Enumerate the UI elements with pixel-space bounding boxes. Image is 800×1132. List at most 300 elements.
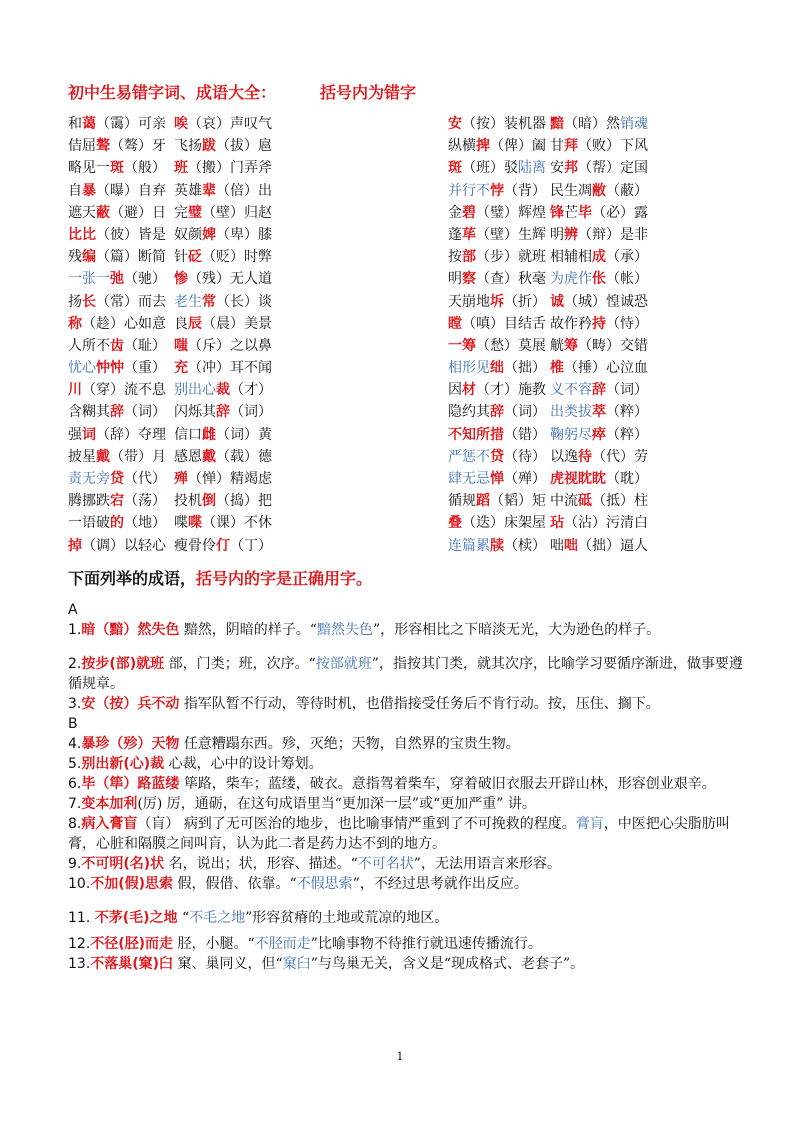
idiom-entry bbox=[68, 934, 748, 954]
word-text: 天崩地 bbox=[448, 293, 490, 310]
word-entry-first bbox=[448, 335, 546, 357]
idiom-part: 连篇累 bbox=[448, 537, 490, 554]
entry-head: 暴珍（殄）天物 bbox=[81, 736, 180, 752]
correct-char: 殚 bbox=[174, 471, 188, 487]
word-entry-first bbox=[448, 246, 546, 268]
word-row bbox=[68, 424, 272, 446]
word-text: 安 bbox=[550, 160, 564, 177]
word-text: （拙） bbox=[504, 360, 546, 377]
entry-head-tail: （肓） bbox=[137, 816, 180, 832]
word-text: （帮）定国 bbox=[578, 160, 648, 177]
word-text: （必）露 bbox=[592, 204, 648, 221]
letter-heading-b: B bbox=[68, 716, 78, 732]
title-sub: 括号内为错字 bbox=[320, 83, 417, 102]
correct-char: 戴 bbox=[96, 448, 110, 465]
word-text: （惮）精竭虑 bbox=[188, 471, 272, 487]
entry-head: 不可明(名)状 bbox=[81, 856, 165, 872]
entry-head: 毕（筚）路蓝缕 bbox=[81, 776, 180, 792]
idiom-entry bbox=[68, 814, 748, 854]
entry-head: 暗（黯）然失色 bbox=[81, 622, 180, 638]
word-text: 奴颜 bbox=[174, 226, 202, 243]
word-text: （步）就班 bbox=[476, 249, 546, 266]
word-row bbox=[68, 135, 272, 157]
page-title bbox=[68, 80, 416, 103]
correct-char: 悖 bbox=[490, 182, 504, 199]
word-entry-first bbox=[68, 180, 166, 202]
word-list-right bbox=[448, 113, 648, 557]
word-text: 故作矜 bbox=[550, 315, 592, 332]
correct-char: 仃 bbox=[216, 537, 230, 554]
word-text: 按 bbox=[448, 249, 462, 266]
word-text: （骜）牙 bbox=[110, 138, 166, 155]
word-entry-second bbox=[174, 224, 272, 246]
idiom-entry bbox=[68, 794, 748, 814]
correct-char: 暴 bbox=[82, 182, 96, 199]
correct-char: 璧 bbox=[188, 204, 202, 221]
correct-char: 瘁 bbox=[592, 426, 606, 443]
entry-text: 任意糟蹋东西。殄，灭绝；天物，自然界的宝贵生物。 bbox=[183, 736, 520, 752]
word-entry-second bbox=[174, 313, 272, 335]
idiom-part: 出类拔 bbox=[550, 404, 592, 421]
word-text: 自 bbox=[68, 182, 82, 199]
correct-char: 敝 bbox=[592, 182, 606, 199]
correct-char: 川 bbox=[68, 382, 82, 399]
correct-char: 绌 bbox=[490, 360, 504, 377]
word-text: 因 bbox=[448, 382, 462, 399]
correct-char: 砥 bbox=[578, 493, 592, 510]
word-text: 觥 bbox=[550, 337, 564, 354]
idiom-part: 鞠躬尽 bbox=[550, 426, 592, 443]
word-entry-first bbox=[68, 446, 166, 468]
word-row bbox=[68, 202, 272, 224]
word-text: （搬）门弄斧 bbox=[188, 160, 272, 177]
word-row bbox=[448, 512, 648, 534]
word-text: （璧）辉煌 bbox=[476, 204, 546, 221]
correct-char: 捭 bbox=[476, 138, 490, 155]
word-entry-first bbox=[448, 268, 546, 290]
word-entry-second bbox=[550, 291, 648, 313]
idiom-entry bbox=[68, 854, 748, 874]
word-text: 信口 bbox=[174, 426, 202, 443]
word-entry-first bbox=[448, 157, 546, 179]
word-text: （霭）可亲 bbox=[96, 116, 166, 132]
word-text: 含糊其 bbox=[68, 404, 110, 421]
correct-char: 辞 bbox=[216, 404, 230, 421]
word-row bbox=[448, 357, 648, 379]
correct-char: 忡忡 bbox=[96, 360, 124, 377]
word-entry-first bbox=[68, 357, 166, 379]
word-entry-second bbox=[550, 224, 648, 246]
word-row bbox=[68, 468, 272, 490]
correct-char: 辨 bbox=[564, 226, 578, 243]
word-entry-first bbox=[448, 135, 546, 157]
correct-char: 坼 bbox=[490, 293, 504, 310]
word-text: （地） bbox=[124, 515, 166, 532]
word-text: 甘 bbox=[550, 138, 564, 155]
word-text: 披星 bbox=[68, 448, 96, 465]
correct-char: 戴 bbox=[202, 448, 216, 465]
word-entry-second bbox=[174, 357, 272, 379]
correct-char: 倒 bbox=[202, 493, 216, 510]
idiom-entry bbox=[68, 734, 748, 754]
word-entry-second bbox=[174, 135, 272, 157]
word-text: 略见一 bbox=[68, 160, 110, 177]
word-row bbox=[448, 246, 648, 268]
entry-number: 12. bbox=[68, 936, 91, 952]
word-entry-second bbox=[550, 180, 648, 202]
word-text: 蓬 bbox=[448, 226, 462, 243]
correct-char: 安 bbox=[448, 116, 462, 132]
word-entry-first bbox=[448, 224, 546, 246]
word-text: （晨）美景 bbox=[202, 315, 272, 332]
correct-char: 材 bbox=[462, 382, 476, 399]
correct-char: 蔽 bbox=[96, 204, 110, 221]
idiom-entry bbox=[68, 774, 748, 794]
correct-char: 蔼 bbox=[82, 116, 96, 132]
correct-char: 成 bbox=[592, 249, 606, 266]
word-text: （恃） bbox=[606, 315, 648, 332]
word-entry-second bbox=[174, 424, 272, 446]
quoted-idiom: 不可名状 bbox=[357, 856, 414, 872]
word-text: （粹） bbox=[606, 404, 648, 421]
entry-text: 窠、巢同义，但“ bbox=[177, 956, 283, 972]
word-text: （蔽） bbox=[606, 182, 648, 199]
entry-number: 7. bbox=[68, 796, 82, 812]
correct-char: 词 bbox=[82, 426, 96, 443]
word-entry-second bbox=[174, 268, 272, 290]
entry-head: 不落巢(窠)臼 bbox=[90, 956, 174, 972]
correct-char: 聱 bbox=[96, 138, 110, 155]
word-entry-first bbox=[448, 180, 546, 202]
word-entry-first bbox=[68, 202, 166, 224]
word-entry-second bbox=[174, 401, 272, 423]
quoted-idiom: 按部就班 bbox=[315, 656, 372, 672]
entry-text: ”，形容相比之下暗淡无光，大为逊色的样子。 bbox=[372, 622, 661, 638]
word-row bbox=[448, 490, 648, 512]
entry-head: 变本加利 bbox=[81, 796, 138, 812]
section-title bbox=[68, 566, 372, 589]
word-entry-second bbox=[550, 446, 648, 468]
quoted-idiom: 膏肓 bbox=[575, 816, 604, 832]
correct-char: 拜 bbox=[564, 138, 578, 155]
correct-char: 喋 bbox=[188, 515, 202, 532]
word-entry-first bbox=[68, 512, 166, 534]
correct-char: 邦 bbox=[564, 160, 578, 177]
correct-char: 蹈 bbox=[476, 493, 490, 510]
word-entry-second bbox=[550, 335, 648, 357]
word-text: （残）无人道 bbox=[188, 271, 272, 288]
word-text: 一语破 bbox=[68, 515, 110, 532]
entry-head: 病入膏盲 bbox=[81, 816, 138, 832]
entry-head: 不加(假)思索 bbox=[90, 876, 174, 892]
word-text: （穿）流不息 bbox=[82, 382, 166, 399]
word-row bbox=[68, 268, 272, 290]
entry-number: 10. bbox=[68, 876, 91, 892]
word-text: （词） bbox=[606, 382, 648, 399]
word-entry-first bbox=[448, 512, 546, 534]
word-entry-second bbox=[174, 535, 272, 557]
entry-number: 2. bbox=[68, 656, 82, 672]
word-entry-first bbox=[448, 202, 546, 224]
word-text: 强 bbox=[68, 426, 82, 443]
word-text: （冲）耳不闻 bbox=[188, 360, 272, 377]
correct-char: 贷 bbox=[110, 471, 124, 487]
word-row bbox=[68, 535, 272, 557]
word-text: （曝）自弃 bbox=[96, 182, 166, 199]
word-text: （斥）之以鼻 bbox=[188, 337, 272, 354]
word-entry-first bbox=[448, 291, 546, 313]
word-text: （哀）声叹气 bbox=[188, 116, 272, 132]
word-text: （迭）床架屋 bbox=[462, 515, 546, 532]
word-entry-second bbox=[550, 268, 648, 290]
entry-number: 5. bbox=[68, 756, 82, 772]
correct-char: 常 bbox=[202, 293, 216, 310]
word-text: （按）装机器 bbox=[462, 116, 546, 132]
word-text: 金 bbox=[448, 204, 462, 221]
word-text: 中流 bbox=[550, 493, 578, 510]
correct-char: 编 bbox=[82, 249, 96, 266]
idiom-part: 老生 bbox=[174, 293, 202, 310]
word-entry-first bbox=[448, 535, 546, 557]
correct-char: 嗤 bbox=[174, 337, 188, 354]
entry-text: ”形容贫瘠的土地或荒凉的地区。 bbox=[245, 910, 449, 926]
correct-char: 惮 bbox=[490, 471, 504, 487]
entry-number: 3. bbox=[68, 696, 82, 712]
word-entry-first bbox=[448, 424, 546, 446]
word-row bbox=[68, 357, 272, 379]
word-text: （背） bbox=[504, 182, 546, 199]
word-entry-first bbox=[68, 468, 166, 490]
idiom-part: 并行不 bbox=[448, 182, 490, 199]
word-row bbox=[448, 335, 648, 357]
word-row bbox=[68, 291, 272, 313]
title-main: 初中生易错字词、成语大全： bbox=[68, 83, 277, 102]
word-text: （常）而去 bbox=[96, 293, 166, 310]
word-entry-second bbox=[174, 446, 272, 468]
word-text: 明 bbox=[550, 226, 564, 243]
word-entry-first bbox=[68, 268, 166, 290]
correct-char: 辞 bbox=[592, 382, 606, 399]
entry-number: 11. bbox=[68, 910, 95, 926]
word-text: 闪烁其 bbox=[174, 404, 216, 421]
entry-text: 名，说出；状，形容、描述。“ bbox=[168, 856, 358, 872]
word-text: （倍）出 bbox=[216, 182, 272, 199]
word-text: （粹） bbox=[606, 426, 648, 443]
word-text: 佶屈 bbox=[68, 138, 96, 155]
word-text: （拔）扈 bbox=[216, 138, 272, 155]
idiom-part: 责无旁 bbox=[68, 471, 110, 487]
correct-char: 荜 bbox=[462, 226, 476, 243]
word-entry-second bbox=[550, 401, 648, 423]
word-entry-first bbox=[68, 157, 166, 179]
correct-char: 宕 bbox=[110, 493, 124, 510]
entry-text: 胫，小腿。“ bbox=[177, 936, 255, 952]
correct-char: 掉 bbox=[68, 537, 82, 554]
word-text: 民生凋 bbox=[550, 182, 592, 199]
word-entry-first bbox=[448, 446, 546, 468]
word-text: （重） bbox=[124, 360, 166, 377]
word-text: （彼）皆是 bbox=[96, 226, 166, 243]
word-text: （俾）阖 bbox=[490, 138, 546, 155]
word-text: （抵）柱 bbox=[592, 493, 648, 510]
word-row bbox=[448, 113, 648, 135]
word-entry-first bbox=[68, 313, 166, 335]
word-text: 循规 bbox=[448, 493, 476, 510]
correct-char: 辞 bbox=[490, 404, 504, 421]
word-row bbox=[448, 291, 648, 313]
entry-text: 病到了无可医治的地步，也比喻事情严重到了不可挽救的程度。 bbox=[183, 816, 576, 832]
word-text: （代）劳 bbox=[592, 448, 648, 465]
word-text: （查）秋毫 bbox=[476, 271, 546, 288]
word-text: （待） bbox=[504, 448, 546, 465]
quoted-idiom: 窠臼 bbox=[282, 956, 311, 972]
word-entry-first bbox=[448, 313, 546, 335]
entry-text: 心裁，心中的设计筹划。 bbox=[168, 756, 323, 772]
word-text: （词）黄 bbox=[216, 426, 272, 443]
word-entry-first bbox=[68, 291, 166, 313]
entry-text: ”与鸟巢无关，含义是“现成格式、老套子”。 bbox=[310, 956, 585, 972]
word-text: 遮天 bbox=[68, 204, 96, 221]
word-text: （才）施教 bbox=[476, 382, 546, 399]
word-entry-second bbox=[174, 202, 272, 224]
entry-head: 不茅(毛)之地 bbox=[94, 910, 178, 926]
word-text: 人所不 bbox=[68, 337, 110, 354]
word-entry-second bbox=[550, 157, 648, 179]
correct-char: 跋 bbox=[202, 138, 216, 155]
entry-text: 厉，通砺，在这句成语里当“更加深一层”或“更加严重” 讲。 bbox=[166, 796, 536, 812]
word-row bbox=[448, 268, 648, 290]
word-entry-second bbox=[174, 113, 272, 135]
entry-number: 8. bbox=[68, 816, 82, 832]
entry-text: 筚路，柴车；蓝缕，破衣。意指驾着柴车，穿着破旧衣服去开辟山林，形容创业艰辛。 bbox=[183, 776, 716, 792]
word-text: （耻） bbox=[124, 337, 166, 354]
word-entry-second bbox=[174, 246, 272, 268]
entry-text: 部，门类；班，次序。“ bbox=[168, 656, 316, 672]
correct-char: 诚 bbox=[550, 293, 564, 310]
word-text: （丁） bbox=[230, 537, 272, 554]
word-text: （带）月 bbox=[110, 448, 166, 465]
correct-char: 充 bbox=[174, 360, 188, 377]
word-text: （椟） bbox=[504, 537, 546, 554]
word-text: 扬 bbox=[68, 293, 82, 310]
entry-text: ”，不经过思考就作出反应。 bbox=[352, 876, 528, 892]
word-text: （折） bbox=[504, 293, 546, 310]
idiom-part: 严惩不 bbox=[448, 448, 490, 465]
word-text: （避）日 bbox=[110, 204, 166, 221]
correct-char: 咄 bbox=[564, 537, 578, 554]
correct-char: 齿 bbox=[110, 337, 124, 354]
word-entry-second bbox=[174, 157, 272, 179]
correct-char: 部 bbox=[462, 249, 476, 266]
word-entry-second bbox=[174, 468, 272, 490]
correct-char: 辰 bbox=[188, 315, 202, 332]
page-number: 1 bbox=[396, 1050, 404, 1063]
idiom-entry bbox=[68, 754, 748, 774]
word-text: （长）谈 bbox=[216, 293, 272, 310]
correct-char: 班 bbox=[174, 160, 188, 177]
word-text: 纵横 bbox=[448, 138, 476, 155]
word-entry-second bbox=[174, 490, 272, 512]
word-row bbox=[448, 379, 648, 401]
word-entry-second bbox=[174, 379, 272, 401]
correct-char: 萃 bbox=[592, 404, 606, 421]
correct-char: 牍 bbox=[490, 537, 504, 554]
word-text: （耽） bbox=[606, 471, 648, 487]
correct-char: 锋 bbox=[550, 204, 564, 221]
correct-char: 比比 bbox=[68, 226, 96, 243]
entry-text: ，中医把心尖脂肪叫膏，心脏和隔膜之间叫肓，认为此二者是药力达不到的地方。 bbox=[68, 816, 730, 852]
quoted-idiom: 不假思索 bbox=[296, 876, 353, 892]
entries-group-a bbox=[68, 620, 748, 714]
word-text: （沾）污清白 bbox=[564, 515, 648, 532]
word-text: （篇）断简 bbox=[96, 249, 166, 266]
idiom-entry bbox=[68, 908, 748, 928]
idiom-entries bbox=[68, 600, 748, 974]
correct-char: 辈 bbox=[202, 182, 216, 199]
word-entry-second bbox=[550, 202, 648, 224]
idiom-part: 一张一 bbox=[68, 271, 110, 288]
word-entry-first bbox=[68, 490, 166, 512]
word-text: （城）惶诚恐 bbox=[564, 293, 648, 310]
word-entry-first bbox=[68, 535, 166, 557]
word-entry-first bbox=[448, 379, 546, 401]
word-entry-first bbox=[448, 113, 546, 135]
entry-text: ”，指按其门类，就其次序，比喻学习要循序渐进，做事要遵循规章。 bbox=[68, 656, 743, 692]
entry-text: 指军队暂不行动，等待时机，也借指接受任务后不肯行动。按，压住、搁下。 bbox=[183, 696, 660, 712]
word-text: （趁）心如意 bbox=[82, 315, 166, 332]
word-entry-second bbox=[550, 246, 648, 268]
correct-char: 筹 bbox=[564, 337, 578, 354]
word-entry-second bbox=[174, 291, 272, 313]
correct-char: 瞠 bbox=[448, 315, 462, 332]
word-entry-first bbox=[68, 224, 166, 246]
word-text: （词） bbox=[230, 404, 272, 421]
word-row bbox=[68, 490, 272, 512]
idiom-entry bbox=[68, 694, 748, 714]
word-row bbox=[448, 424, 648, 446]
idiom-entry bbox=[68, 620, 748, 640]
idiom-part: 别出心 bbox=[174, 382, 216, 399]
word-entry-first bbox=[448, 357, 546, 379]
word-row bbox=[68, 401, 272, 423]
word-text: （课）不休 bbox=[202, 515, 272, 532]
entry-text: ”比喻事物不待推行就迅速传播流行。 bbox=[310, 936, 542, 952]
idiom-entry bbox=[68, 954, 748, 974]
word-text: 相辅相 bbox=[550, 249, 592, 266]
word-text: （词） bbox=[504, 404, 546, 421]
word-text: （卑）膝 bbox=[216, 226, 272, 243]
word-entry-first bbox=[68, 424, 166, 446]
idiom-part: 为虎作 bbox=[550, 271, 592, 288]
word-text: （壁）生辉 bbox=[476, 226, 546, 243]
word-text: （败）下风 bbox=[578, 138, 648, 155]
word-entry-second bbox=[174, 512, 272, 534]
correct-char: 婢 bbox=[202, 226, 216, 243]
entry-text: ”，无法用语言来形容。 bbox=[413, 856, 561, 872]
word-row bbox=[68, 379, 272, 401]
entry-text: 黯然，阴暗的样子。“ bbox=[183, 622, 317, 638]
word-entry-first bbox=[68, 246, 166, 268]
word-entry-first bbox=[448, 401, 546, 423]
word-text: 感恩 bbox=[174, 448, 202, 465]
word-row bbox=[68, 446, 272, 468]
word-text: （代） bbox=[124, 471, 166, 487]
entry-head: 按步(部)就班 bbox=[81, 656, 165, 672]
idiom-part: 义不容 bbox=[550, 382, 592, 399]
correct-char: 察 bbox=[462, 271, 476, 288]
correct-char: 斑 bbox=[110, 160, 124, 177]
correct-char: 长 bbox=[82, 293, 96, 310]
